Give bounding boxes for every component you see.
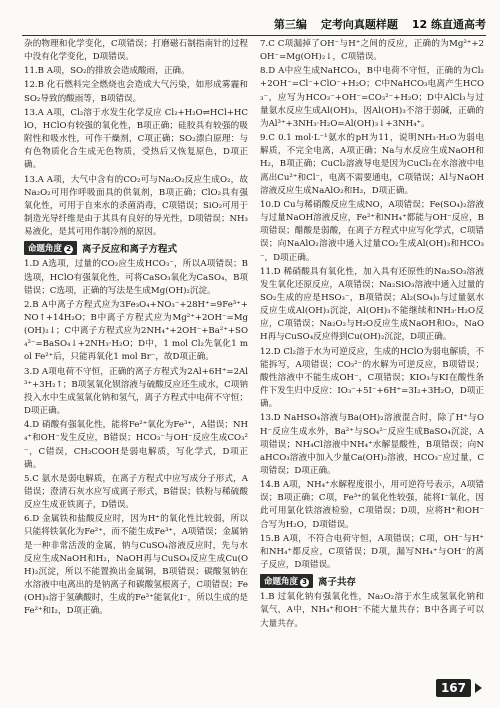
answer-paragraph: 13.D NaHSO₄溶液与Ba(OH)₂溶液混合时，除了H⁺与OH⁻反应生成水外，Ba²⁺与SO₄²⁻反应生成BaSO₄沉淀，A项错误；NH₄Cl溶液中NH₄⁺水解显酸性，B项错误；向NaHCO₃溶液中加入少量Ca(OH)₂溶液，HCO₃⁻应过量，C项错误；D项正确。 [260, 413, 484, 476]
answer-paragraph: 1.B 过氧化钠有强氧化性，Na₂O₂溶于水生成氢氧化钠和氧气，A中，NH₄⁺和OH⁻不能大量共存；B中各离子可以大量共存。 [260, 592, 484, 629]
answer-paragraph: 9.C 0.1 mol·L⁻¹氨水的pH为11，说明NH₃·H₂O为弱电解质，不完全电离，A项正确；Na与水反应生成NaOH和H₂，B项正确；CuCl₂溶液导电是因为CuCl₂在水溶液中电离出Cu²⁺和Cl⁻，电离不需要通电，C项错误；Al与NaOH溶液反应生成NaAlO₂和H₂，D项正确。 [260, 133, 484, 196]
page-footer [436, 678, 482, 698]
section-number: 2 [64, 245, 73, 254]
answer-paragraph: 11.D 稀硝酸具有氧化性，加入具有还原性的Na₂SO₃溶液发生氧化还原反应，A项错误；Na₂SiO₃溶液中通入过量的SO₂生成的应是HSO₃⁻，B项错误；Al₂(SO₄)₃与过量氨水反应生成Al(OH)₃沉淀，Al(OH)₃不能继续和NH₃·H₂O反应，C项错误；Na₂O₂与H₂O反应生成NaOH和O₂，NaOH再与CuSO₄反应得到Cu(OH)₂沉淀，D项正确。 [260, 266, 484, 343]
section-tag: 命题角度 2 [24, 241, 77, 255]
page-number: 167 [436, 679, 471, 697]
section-number: 3 [300, 578, 309, 587]
two-column-body [24, 38, 484, 674]
header-series: 12 练直通高考 [411, 18, 486, 31]
page-arrow-icon [475, 683, 482, 693]
section-title: 离子共存 [318, 577, 357, 589]
section-title: 离子反应和离子方程式 [82, 244, 178, 256]
header-section: 第三编 [273, 18, 307, 31]
answer-paragraph: 12.B 化石燃料完全燃烧也会造成大气污染，如形成雾霾和SO₂导致的酸雨等，B项错误。 [24, 80, 248, 104]
section-heading-ion-coexistence [260, 574, 484, 588]
right-column [260, 38, 484, 674]
answer-paragraph: 15.B A项，不符合电荷守恒，A项错误；C项，OH⁻与H⁺和NH₄⁺都反应，C项错误；D项，漏写NH₄⁺与OH⁻的离子反应，D项错误。 [260, 533, 484, 571]
answer-paragraph: 12.D Cl₂溶于水为可逆反应，生成的HClO为弱电解质，不能拆写，A项错误；CO₃²⁻的水解为可逆反应，B项错误；酸性溶液中不能生成OH⁻，C项错误；KIO₃与KI在酸性条件下发生归中反应：IO₃⁻+5I⁻+6H⁺=3I₂+3H₂O，D项正确。 [260, 346, 484, 410]
answer-paragraph: 5.C 氨水是弱电解质，在离子方程式中应写成分子形式，A错误；澄清石灰水应写成离子形式，B错误；铁粉与稀硫酸反应生成亚铁离子，D错误。 [24, 473, 248, 511]
answer-paragraph: 7.C C项漏掉了OH⁻与H⁺之间的反应，正确的为Mg²⁺+2OH⁻=Mg(OH)₂↓，C项错误。 [260, 39, 484, 63]
answer-paragraph: 8.D A中应生成NaHCO₃，B中电荷不守恒，正确的为Cl₂+2OH⁻=Cl⁻+ClO⁻+H₂O；C中NaHCO₃电离产生HCO₃⁻，应写为HCO₃⁻+OH⁻=CO₃²⁻+H₂O；D中AlCl₃与过量氨水反应生成Al(OH)₃，因Al(OH)₃不溶于弱碱，正确的为Al³⁺+3NH₃·H₂O=Al(OH)₃↓+3NH₄⁺。 [260, 66, 484, 129]
page-header [22, 10, 486, 36]
answer-paragraph: 10.D Cu与稀硝酸反应生成NO，A项错误；Fe(SO₄)₂溶液与过量NaOH溶液反应，Fe²⁺和NH₄⁺都能与OH⁻反应，B项错误；醋酸是弱酸，在离子方程式中应写化学式，C项错误；向NaAlO₂溶液中通入过量CO₂生成Al(OH)₃和HCO₃⁻，D项正确。 [260, 199, 484, 263]
answer-paragraph: 6.D 金属铁和盐酸反应时，因为H⁺的氧化性比较弱，所以只能将铁氧化为Fe²⁺，而不能生成Fe³⁺，A项错误；金属钠是一种非常活泼的金属，钠与CuSO₄溶液反应时，先与水反应生成NaOH和H₂，NaOH再与CuSO₄反应生成Cu(OH)₂沉淀，所以不能置换出金属铜，B项错误；碳酸氢钠在水溶液中电离出的是钠离子和碳酸氢根离子，C项错误；Fe(OH)₃溶于氢碘酸时，生成的Fe³⁺能氧化I⁻，所以生成的是Fe²⁺和I₂，D项正确。 [24, 514, 248, 617]
section-tag: 命题角度 3 [260, 574, 313, 588]
header-title: 定考向真题样题 [320, 18, 398, 31]
section-heading-ionic-reactions [24, 241, 248, 255]
answer-paragraph: 13.A A项，大气中含有的CO₂可与Na₂O₂反应生成O₂，故Na₂O₂可用作呼吸面具的供氧剂，B项正确；ClO₂具有强氧化性，可用于自来水的杀菌消毒，C项错误；SiO₂可用于制造光导纤维是由于其具有良好的导光性，D项错误；NH₃易液化，是其可用作制冷剂的原因。 [24, 174, 248, 238]
answer-paragraph: 13.A A项，Cl₂溶于水发生化学反应 Cl₂+H₂O⇌HCl+HClO，HClO有较强的氧化性，B项正确；硅胶具有较强的吸附性和吸水性，可作干燥剂，C项正确；SO₂漂白原理：与有色物质化合生成无色物质，受热后又恢复原色，D项正确。 [24, 107, 248, 171]
left-column [24, 38, 248, 674]
answer-paragraph: 3.D A项电荷不守恒，正确的离子方程式为2Al+6H⁺=2Al³⁺+3H₂↑；B项氢氧化钡溶液与硫酸反应还生成水，C项钠投入水中生成氢氧化钠和氢气，离子方程式中电荷不守恒；D项正确。 [24, 366, 248, 417]
answer-paragraph: 2.B A中离子方程式应为3Fe₃O₄+NO₃⁻+28H⁺=9Fe³⁺+NO↑+14H₂O；B中离子方程式应为Mg²⁺+2OH⁻=Mg(OH)₂↓；C中离子方程式应为2NH₄⁺+2OH⁻+Ba²⁺+SO₄²⁻=BaSO₄↓+2NH₃·H₂O；D中，1 mol Cl₂先氧化1 mol Fe²⁺后，只能再氧化1 mol Br⁻，故D项正确。 [24, 299, 248, 363]
answer-paragraph: 4.D 硝酸有强氧化性，能将Fe²⁺氧化为Fe³⁺，A错误；NH₄⁺和OH⁻发生反应，B错误；HCO₃⁻与OH⁻反应生成CO₃²⁻，C错误，CH₃COOH是弱电解质，写化学式，D项正确。 [24, 420, 248, 470]
answer-paragraph: 杂的物理和化学变化，C项错误；打磨磁石制指南针的过程中没有化学变化，D项错误。 [24, 39, 248, 63]
answer-paragraph: 11.B A项，SO₂的排放会造成酸雨，正确。 [24, 66, 190, 77]
answer-paragraph: 14.B A项，NH₄⁺水解程度很小，用可逆符号表示，A项错误；B项正确；C项，Fe³⁺的氧化性较强，能将I⁻氧化，因此可用氯化铁溶液检验，C项错误；D项，应将H⁺和OH⁻合写为H₂O，D项错误。 [260, 480, 484, 530]
answer-paragraph: 1.D A选项，过量的CO₂应生成HCO₃⁻，所以A项错误；B选项，HClO有强氧化性，可将CaSO₃氧化为CaSO₄，B项错误；C选项，正确的写法是生成Mg(OH)₂沉淀。 [24, 259, 248, 296]
